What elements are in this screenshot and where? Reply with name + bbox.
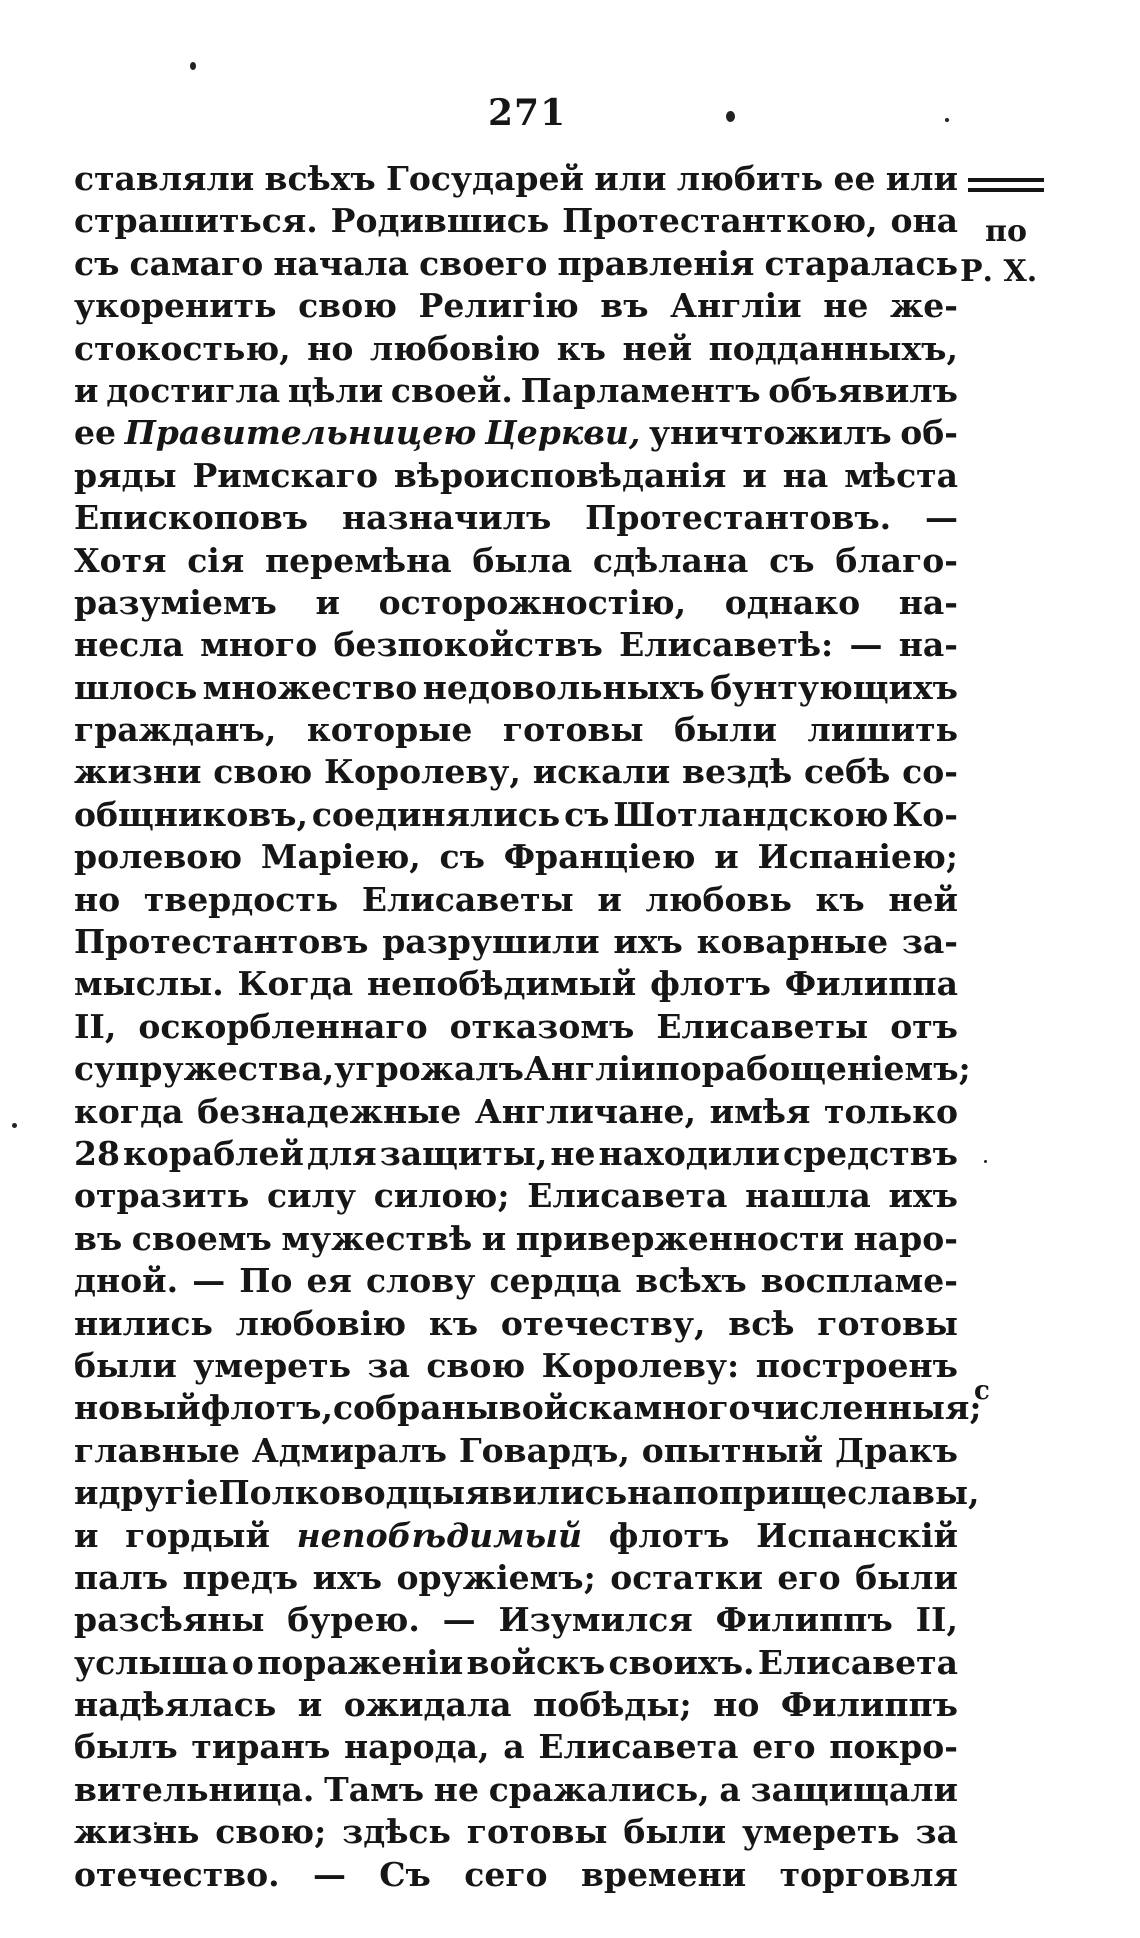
word: своего (419, 243, 548, 283)
word: множество (202, 667, 418, 707)
word: Епископовъ (74, 498, 309, 538)
word: славы, (847, 1473, 980, 1513)
word: слову (365, 1261, 476, 1301)
word: своемъ (131, 1218, 272, 1258)
word: разуміемъ (74, 582, 277, 622)
word: къ (815, 879, 865, 919)
word: всѣхъ (264, 159, 376, 198)
word: вездѣ (682, 752, 793, 792)
text-line (74, 1472, 980, 1514)
text-line (74, 794, 958, 836)
word: на- (898, 625, 958, 665)
word: угрожалъ (334, 1049, 524, 1089)
word: многочисленныя; (633, 1388, 982, 1428)
word: воспламе- (760, 1261, 958, 1301)
italic-word: Церкви, (484, 413, 641, 453)
word: безнадежные (197, 1091, 462, 1131)
word: были (74, 1345, 177, 1385)
word: главные (74, 1430, 241, 1470)
word: къ (556, 328, 606, 368)
word: Англіи (523, 1049, 656, 1089)
word: пораженіи (257, 1642, 464, 1682)
word: новый (74, 1388, 201, 1428)
word: Испанскій (756, 1515, 958, 1555)
text-line (74, 624, 958, 666)
word: палъ (74, 1557, 169, 1597)
word: времени (580, 1854, 747, 1894)
text-line (74, 1557, 958, 1599)
word: однако (724, 582, 861, 622)
text-line (74, 1387, 982, 1429)
word: но (713, 1685, 760, 1725)
text-line (74, 1006, 958, 1048)
word: ее (74, 413, 116, 453)
word: приверженности (515, 1218, 845, 1258)
word: къ (428, 1303, 479, 1343)
word: ихъ (613, 922, 683, 962)
text-line (74, 836, 958, 878)
word: разсѣяны (74, 1600, 265, 1640)
word: съ (564, 794, 610, 834)
word: была (472, 540, 573, 580)
text-line (74, 1726, 958, 1768)
text-line (74, 1811, 958, 1853)
text-line (74, 1133, 958, 1175)
text-line (74, 328, 958, 370)
word: а (503, 1727, 525, 1767)
margin-note-po: по (985, 214, 1027, 249)
word: гражданъ, (74, 710, 277, 750)
word: Филиппа (784, 964, 958, 1004)
word: ее (833, 159, 876, 198)
word: — (312, 1854, 346, 1894)
word: любовь (645, 879, 792, 919)
text-line (74, 243, 958, 285)
italic-word: непобѣдимый (296, 1515, 583, 1555)
word: ней (622, 328, 693, 368)
text-line (74, 1048, 971, 1090)
word: твердость (143, 879, 339, 919)
word: и (74, 1473, 99, 1513)
word: — (924, 498, 958, 538)
word: и (481, 1218, 507, 1258)
word: коварные (696, 922, 889, 962)
word: соединялись (311, 794, 561, 834)
word: не (823, 286, 869, 326)
word: порабощеніемъ; (655, 1049, 971, 1089)
word: Адмиралъ (251, 1430, 447, 1470)
word: наро- (853, 1218, 958, 1258)
word: — (192, 1261, 226, 1301)
word: Филиппъ (715, 1600, 893, 1640)
word: Елисаветы (656, 1006, 869, 1046)
word: сія (187, 540, 245, 580)
word: надѣялась (74, 1685, 277, 1725)
word: которые (306, 710, 473, 750)
word: его (752, 1727, 816, 1767)
word: свою (213, 752, 313, 792)
word: а (719, 1769, 741, 1809)
word: Протестанткою, (562, 201, 878, 241)
text-line (74, 582, 958, 624)
word: флотъ, (200, 1388, 333, 1428)
word: Изумился (498, 1600, 693, 1640)
word: были (855, 1557, 958, 1597)
word: сердца (489, 1261, 622, 1301)
word: умереть (193, 1345, 351, 1385)
word: Говардъ, (458, 1430, 630, 1470)
word: и (714, 837, 739, 877)
word: II, (74, 1006, 117, 1046)
word: съ (74, 243, 120, 283)
word: на- (898, 582, 958, 622)
word: отъ (890, 1006, 958, 1046)
word: Религію (418, 286, 579, 326)
text-line (74, 751, 958, 793)
word: любить (676, 159, 824, 198)
text-line (74, 921, 958, 963)
word: Испаніею; (757, 837, 958, 877)
word: мѣста (844, 455, 958, 495)
word: Маріею, (260, 837, 421, 877)
text-line (74, 1345, 958, 1387)
text-line (74, 1515, 958, 1557)
word: начала (273, 243, 410, 283)
word: укоренить (74, 286, 277, 326)
word: за (915, 1812, 958, 1852)
word: всѣ (728, 1303, 795, 1343)
word: всѣхъ (635, 1261, 747, 1301)
word: оскорбленнаго (138, 1006, 428, 1046)
word: нились (74, 1303, 213, 1343)
word: флотъ (608, 1515, 730, 1555)
word: По (239, 1261, 293, 1301)
word: Елисаветѣ: (619, 625, 834, 665)
word: — (442, 1600, 476, 1640)
word: 28 (74, 1133, 120, 1173)
word: его (777, 1557, 841, 1597)
word: Королеву, (323, 752, 521, 792)
text-line (74, 1218, 958, 1260)
word: средствъ (783, 1133, 958, 1173)
word: ея (306, 1261, 352, 1301)
word: Протестантовъ. (585, 498, 892, 538)
text-line (74, 1260, 958, 1302)
word: Дракъ (835, 1430, 958, 1470)
word: ставляли (74, 159, 255, 198)
word: или (594, 159, 667, 198)
word: войска (498, 1388, 634, 1428)
word: II, (915, 1600, 958, 1640)
text-line (74, 879, 958, 921)
text-line (74, 709, 958, 751)
word: подданныхъ, (708, 328, 958, 368)
word: защищали (750, 1769, 958, 1809)
word: Королеву: (541, 1345, 740, 1385)
word: въ (600, 286, 649, 326)
word: вительница. (74, 1769, 315, 1809)
word: ожидала (343, 1685, 512, 1725)
word: о (231, 1642, 254, 1682)
word: явились (465, 1473, 628, 1513)
page-speck (12, 1123, 17, 1128)
word: бунтующихъ (710, 667, 958, 707)
word: ихъ (888, 1176, 958, 1216)
word: Протестантовъ (74, 922, 369, 962)
word: готовы (466, 1812, 608, 1852)
word: разрушили (382, 922, 600, 962)
word: Парламентъ (520, 370, 761, 410)
word: другіе (98, 1473, 219, 1513)
word: силою; (373, 1176, 510, 1216)
word: же- (889, 286, 958, 326)
text-line (74, 1684, 958, 1726)
word: собраны (332, 1388, 499, 1428)
text-line (74, 455, 958, 497)
word: побѣды; (533, 1685, 692, 1725)
word: когда (74, 1091, 184, 1131)
word: Полководцы (218, 1473, 466, 1513)
word: Англичане, (474, 1091, 697, 1131)
word: ихъ (312, 1557, 383, 1597)
word: отечеству, (500, 1303, 706, 1343)
page-speck (190, 62, 196, 70)
word: оружіемъ; (396, 1557, 596, 1597)
word: за- (901, 922, 958, 962)
word: любовію (235, 1303, 407, 1343)
word: супружества, (74, 1049, 335, 1089)
word: ней (888, 879, 958, 919)
word: мыслы. (74, 964, 224, 1004)
text-line (74, 1769, 958, 1811)
word: Шотландскою (613, 794, 889, 834)
word: построенъ (755, 1345, 958, 1385)
word: услыша (74, 1642, 229, 1682)
word: и (74, 370, 99, 410)
word: благо- (835, 540, 958, 580)
text-line (74, 1303, 958, 1345)
word: сдѣлана (592, 540, 749, 580)
word: объявилъ (768, 370, 958, 410)
word: и (742, 455, 767, 495)
word: Съ (379, 1854, 431, 1894)
word: самаго (129, 243, 264, 283)
word: для (307, 1133, 377, 1173)
word: отказомъ (449, 1006, 635, 1046)
word: общниковъ, (74, 794, 308, 834)
text-line (74, 1854, 958, 1896)
word: — (849, 625, 883, 665)
word: вѣроисповѣданія (393, 455, 727, 495)
word: осторожностію, (378, 582, 687, 622)
word: достигла (106, 370, 281, 410)
word: гордый (125, 1515, 270, 1555)
word: шлось (74, 667, 198, 707)
body-text (74, 158, 982, 1896)
word: были (623, 1812, 727, 1852)
text-line (74, 1642, 958, 1684)
text-line (74, 1175, 958, 1217)
word: съ (439, 837, 485, 877)
word: Елисавета (538, 1727, 739, 1767)
text-line (74, 540, 958, 582)
text-line (74, 1599, 958, 1641)
page-speck (726, 111, 735, 122)
word: себѣ (804, 752, 891, 792)
word: искали (532, 752, 671, 792)
word: ролевою (74, 837, 243, 877)
word: недовольныхъ (422, 667, 705, 707)
word: кораблей (122, 1133, 305, 1173)
word: находили (598, 1133, 780, 1173)
word: защиты, (379, 1133, 548, 1173)
word: были (674, 710, 777, 750)
word: Елисаветы (361, 879, 574, 919)
text-line (74, 963, 958, 1005)
word: съ (769, 540, 815, 580)
word: опытный (641, 1430, 824, 1470)
word: жизнь (74, 1812, 200, 1852)
word: войскъ (466, 1642, 606, 1682)
text-line (74, 200, 958, 242)
word: со- (902, 752, 958, 792)
word: отразить (74, 1176, 250, 1216)
word: въ (74, 1218, 123, 1258)
word: готовы (502, 710, 644, 750)
word: она (890, 201, 958, 241)
text-line (74, 497, 958, 539)
word: и (74, 1515, 99, 1555)
word: уничтожилъ (648, 413, 892, 453)
page-speck (945, 118, 949, 122)
word: Государей (386, 159, 584, 198)
word: Родившись (330, 201, 550, 241)
word: безпокойствъ (333, 625, 603, 665)
word: здѣсь (342, 1812, 451, 1852)
word: Когда (237, 964, 354, 1004)
word: или (885, 159, 958, 198)
word: Хотя (74, 540, 167, 580)
word: былъ (74, 1727, 178, 1767)
word: Елисавета (757, 1642, 958, 1682)
word: лишить (807, 710, 958, 750)
word: стокостью, (74, 328, 291, 368)
word: нашла (745, 1176, 871, 1216)
word: имѣя (709, 1091, 811, 1131)
word: готовы (817, 1303, 958, 1343)
word: об- (900, 413, 958, 453)
margin-double-rule-top (968, 178, 1044, 182)
word: старалась (764, 243, 958, 283)
word: ряды (74, 455, 177, 495)
word: флотъ (650, 964, 771, 1004)
word: цѣли (287, 370, 384, 410)
word: Тамъ (324, 1769, 425, 1809)
word: страшиться. (74, 201, 318, 241)
text-line (74, 412, 958, 454)
word: умереть (742, 1812, 900, 1852)
word: свою; (215, 1812, 327, 1852)
word: Елисавета (527, 1176, 728, 1216)
word: свою (426, 1345, 526, 1385)
word: Англіи (670, 286, 802, 326)
text-line (74, 285, 958, 327)
word: Филиппъ (780, 1685, 958, 1725)
word: тиранъ (191, 1727, 331, 1767)
word: и (597, 879, 622, 919)
word: покро- (829, 1727, 958, 1767)
word: поприще (672, 1473, 848, 1513)
word: Ко- (892, 794, 958, 834)
word: сего (464, 1854, 548, 1894)
word: непобѣдимый (367, 964, 637, 1004)
margin-note-rh: Р. Х. (960, 254, 1038, 289)
word: своихъ. (608, 1642, 755, 1682)
word: торговля (779, 1854, 958, 1894)
word: силу (267, 1176, 356, 1216)
page-number: 271 (488, 92, 567, 134)
italic-word: Правительницею (124, 413, 477, 453)
word: Франціею (503, 837, 696, 877)
word: назначилъ (341, 498, 552, 538)
text-line (74, 1430, 958, 1472)
word: и (315, 582, 340, 622)
word: на (627, 1473, 673, 1513)
word: предъ (182, 1557, 299, 1597)
text-line (74, 667, 958, 709)
word: не (433, 1769, 479, 1809)
word: остатки (610, 1557, 763, 1597)
word: отечество. (74, 1854, 280, 1894)
text-line (74, 158, 958, 200)
word: Римскаго (192, 455, 378, 495)
word: на (782, 455, 829, 495)
word: дной. (74, 1261, 179, 1301)
word: только (824, 1091, 958, 1131)
word: но (74, 879, 121, 919)
margin-double-rule-bottom (968, 188, 1044, 192)
word: мужествѣ (281, 1218, 473, 1258)
page-speck (984, 1160, 987, 1163)
word: любовію (369, 328, 541, 368)
word: бурею. (287, 1600, 420, 1640)
word: правленія (557, 243, 755, 283)
word: своей. (390, 370, 513, 410)
word: перемѣна (265, 540, 452, 580)
text-line (74, 1091, 958, 1133)
word: жизни (74, 752, 202, 792)
margin-mark: с (974, 1376, 990, 1406)
word: свою (298, 286, 397, 326)
word: много (200, 625, 318, 665)
word: народа, (344, 1727, 490, 1767)
word: и (297, 1685, 323, 1725)
word: не (550, 1133, 596, 1173)
word: несла (74, 625, 184, 665)
text-line (74, 370, 958, 412)
word: за (367, 1345, 410, 1385)
word: сражались, (488, 1769, 710, 1809)
word: но (307, 328, 354, 368)
